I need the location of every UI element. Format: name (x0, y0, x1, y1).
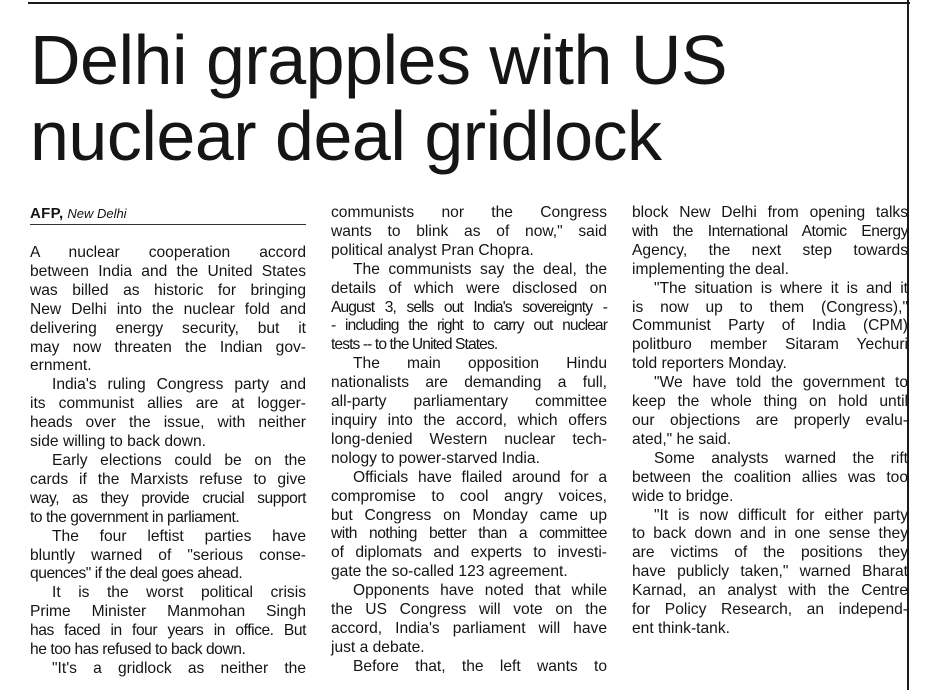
text-line: political analyst Pran Chopra. (331, 241, 534, 259)
text-line: ent think-tank. (632, 619, 730, 637)
text-line: of diplomats and experts to investi- (331, 544, 607, 562)
text-line: Opponents have noted that while (353, 582, 607, 600)
text-line: long-denied Western nuclear tech- (331, 430, 607, 448)
text-line: nationalists are demanding a full, (331, 374, 607, 392)
byline-place: New Delhi (67, 206, 127, 221)
headline (30, 22, 900, 174)
text-line: told reporters Monday. (632, 355, 787, 373)
text-line: The four leftist parties have (52, 527, 306, 545)
byline-agency: AFP, (30, 205, 64, 222)
text-line: It is the worst political crisis (52, 584, 306, 602)
byline (30, 204, 306, 225)
text-line: Some analysts warned the rift (654, 449, 908, 467)
text-line: implementing the deal. (632, 260, 789, 278)
text-line: bluntly warned of "serious conse- (30, 546, 306, 564)
text-line: to the government in parliament. (30, 508, 240, 526)
text-line: The main opposition Hindu (353, 355, 607, 373)
text-line: the US Congress will vote on the (331, 601, 607, 619)
text-line: Communist Party of India (CPM) (632, 317, 908, 335)
text-line: Karnad, an analyst with the Centre (632, 582, 908, 600)
text-line: with nothing better than a committee (331, 525, 607, 543)
text-line: but Congress on Monday came up (331, 506, 607, 524)
text-line: delivering energy security, but it (30, 319, 306, 337)
text-line: between the coalition allies was too (632, 468, 908, 486)
text-line: Before that, the left wants to (353, 657, 607, 675)
text-line: has faced in four years in office. But (30, 622, 306, 640)
text-line: just a debate. (331, 638, 425, 656)
text-line: way, as they provide crucial support (30, 489, 306, 507)
text-line: politburo member Sitaram Yechuri (632, 336, 908, 354)
text-line: between India and the United States (30, 262, 306, 280)
text-line: have publicly taken," warned Bharat (632, 563, 908, 581)
text-line: its communist allies are at logger- (30, 395, 306, 413)
text-line: nology to power-starved India. (331, 449, 540, 467)
text-line: wide to bridge. (632, 487, 734, 505)
text-line: accord, India's parliament will have (331, 619, 607, 637)
text-line: cards if the Marxists refuse to give (30, 470, 306, 488)
text-line: Officials have flailed around for a (353, 468, 607, 486)
text-line: details of which were disclosed on (331, 279, 607, 297)
text-line: compromise to cool angry voices, (331, 487, 607, 505)
text-line: Early elections could be on the (52, 451, 306, 469)
text-line: ated," he said. (632, 430, 732, 448)
text-line: A nuclear cooperation accord (30, 244, 306, 261)
text-line: New Delhi into the nuclear fold and (30, 300, 306, 318)
text-line: The communists say the deal, the (353, 260, 607, 278)
article-column-3 (632, 204, 908, 639)
text-line: for Policy Research, an independ- (632, 601, 908, 619)
text-line: heads over the issue, with neither (30, 414, 306, 432)
text-line: quences" if the deal goes ahead. (30, 565, 243, 583)
article-column-2 (331, 204, 607, 677)
text-line: tests -- to the United States. (331, 336, 498, 354)
text-line: India's ruling Congress party and (52, 376, 306, 394)
text-line: is now up to them (Congress)," (632, 298, 908, 316)
text-line: "It's a gridlock as neither the (52, 659, 306, 677)
text-line: he too has refused to back down. (30, 641, 246, 659)
text-line: may now threaten the Indian gov- (30, 338, 306, 356)
headline-line: Delhi grapples with US (30, 21, 728, 99)
text-line: Agency, the next step towards (632, 241, 908, 259)
text-line: all-party parliamentary committee (331, 393, 607, 411)
text-line: inquiry into the accord, which offers (331, 411, 607, 429)
text-line: communists nor the Congress (331, 204, 607, 221)
text-line: Prime Minister Manmohan Singh (30, 603, 306, 621)
text-line: "The situation is where it is and it (654, 279, 908, 297)
text-line: August 3, sells out India's sovereignty - (331, 298, 607, 316)
text-line: was billed as historic for bringing (30, 281, 306, 299)
text-line: our objections are properly evalu- (632, 411, 908, 429)
text-line: "It is now difficult for either party (654, 506, 908, 524)
text-line: to back down and in one sense they (632, 525, 908, 543)
headline-line: nuclear deal gridlock (30, 97, 662, 175)
text-line: - including the right to carry out nuclear (331, 317, 607, 335)
text-line: are victims of the positions they (632, 544, 908, 562)
text-line: ernment. (30, 357, 92, 375)
top-rule (28, 2, 910, 4)
text-line: side willing to back down. (30, 433, 206, 451)
article-column-1 (30, 204, 306, 679)
text-line: keep the whole thing on hold until (632, 393, 908, 411)
text-line: block New Delhi from opening talks (632, 204, 908, 221)
text-line: gate the so-called 123 agreement. (331, 563, 568, 581)
text-line: wants to blink as of now," said (331, 222, 607, 240)
text-line: "We have told the government to (654, 374, 908, 392)
text-line: with the International Atomic Energy (632, 222, 908, 240)
